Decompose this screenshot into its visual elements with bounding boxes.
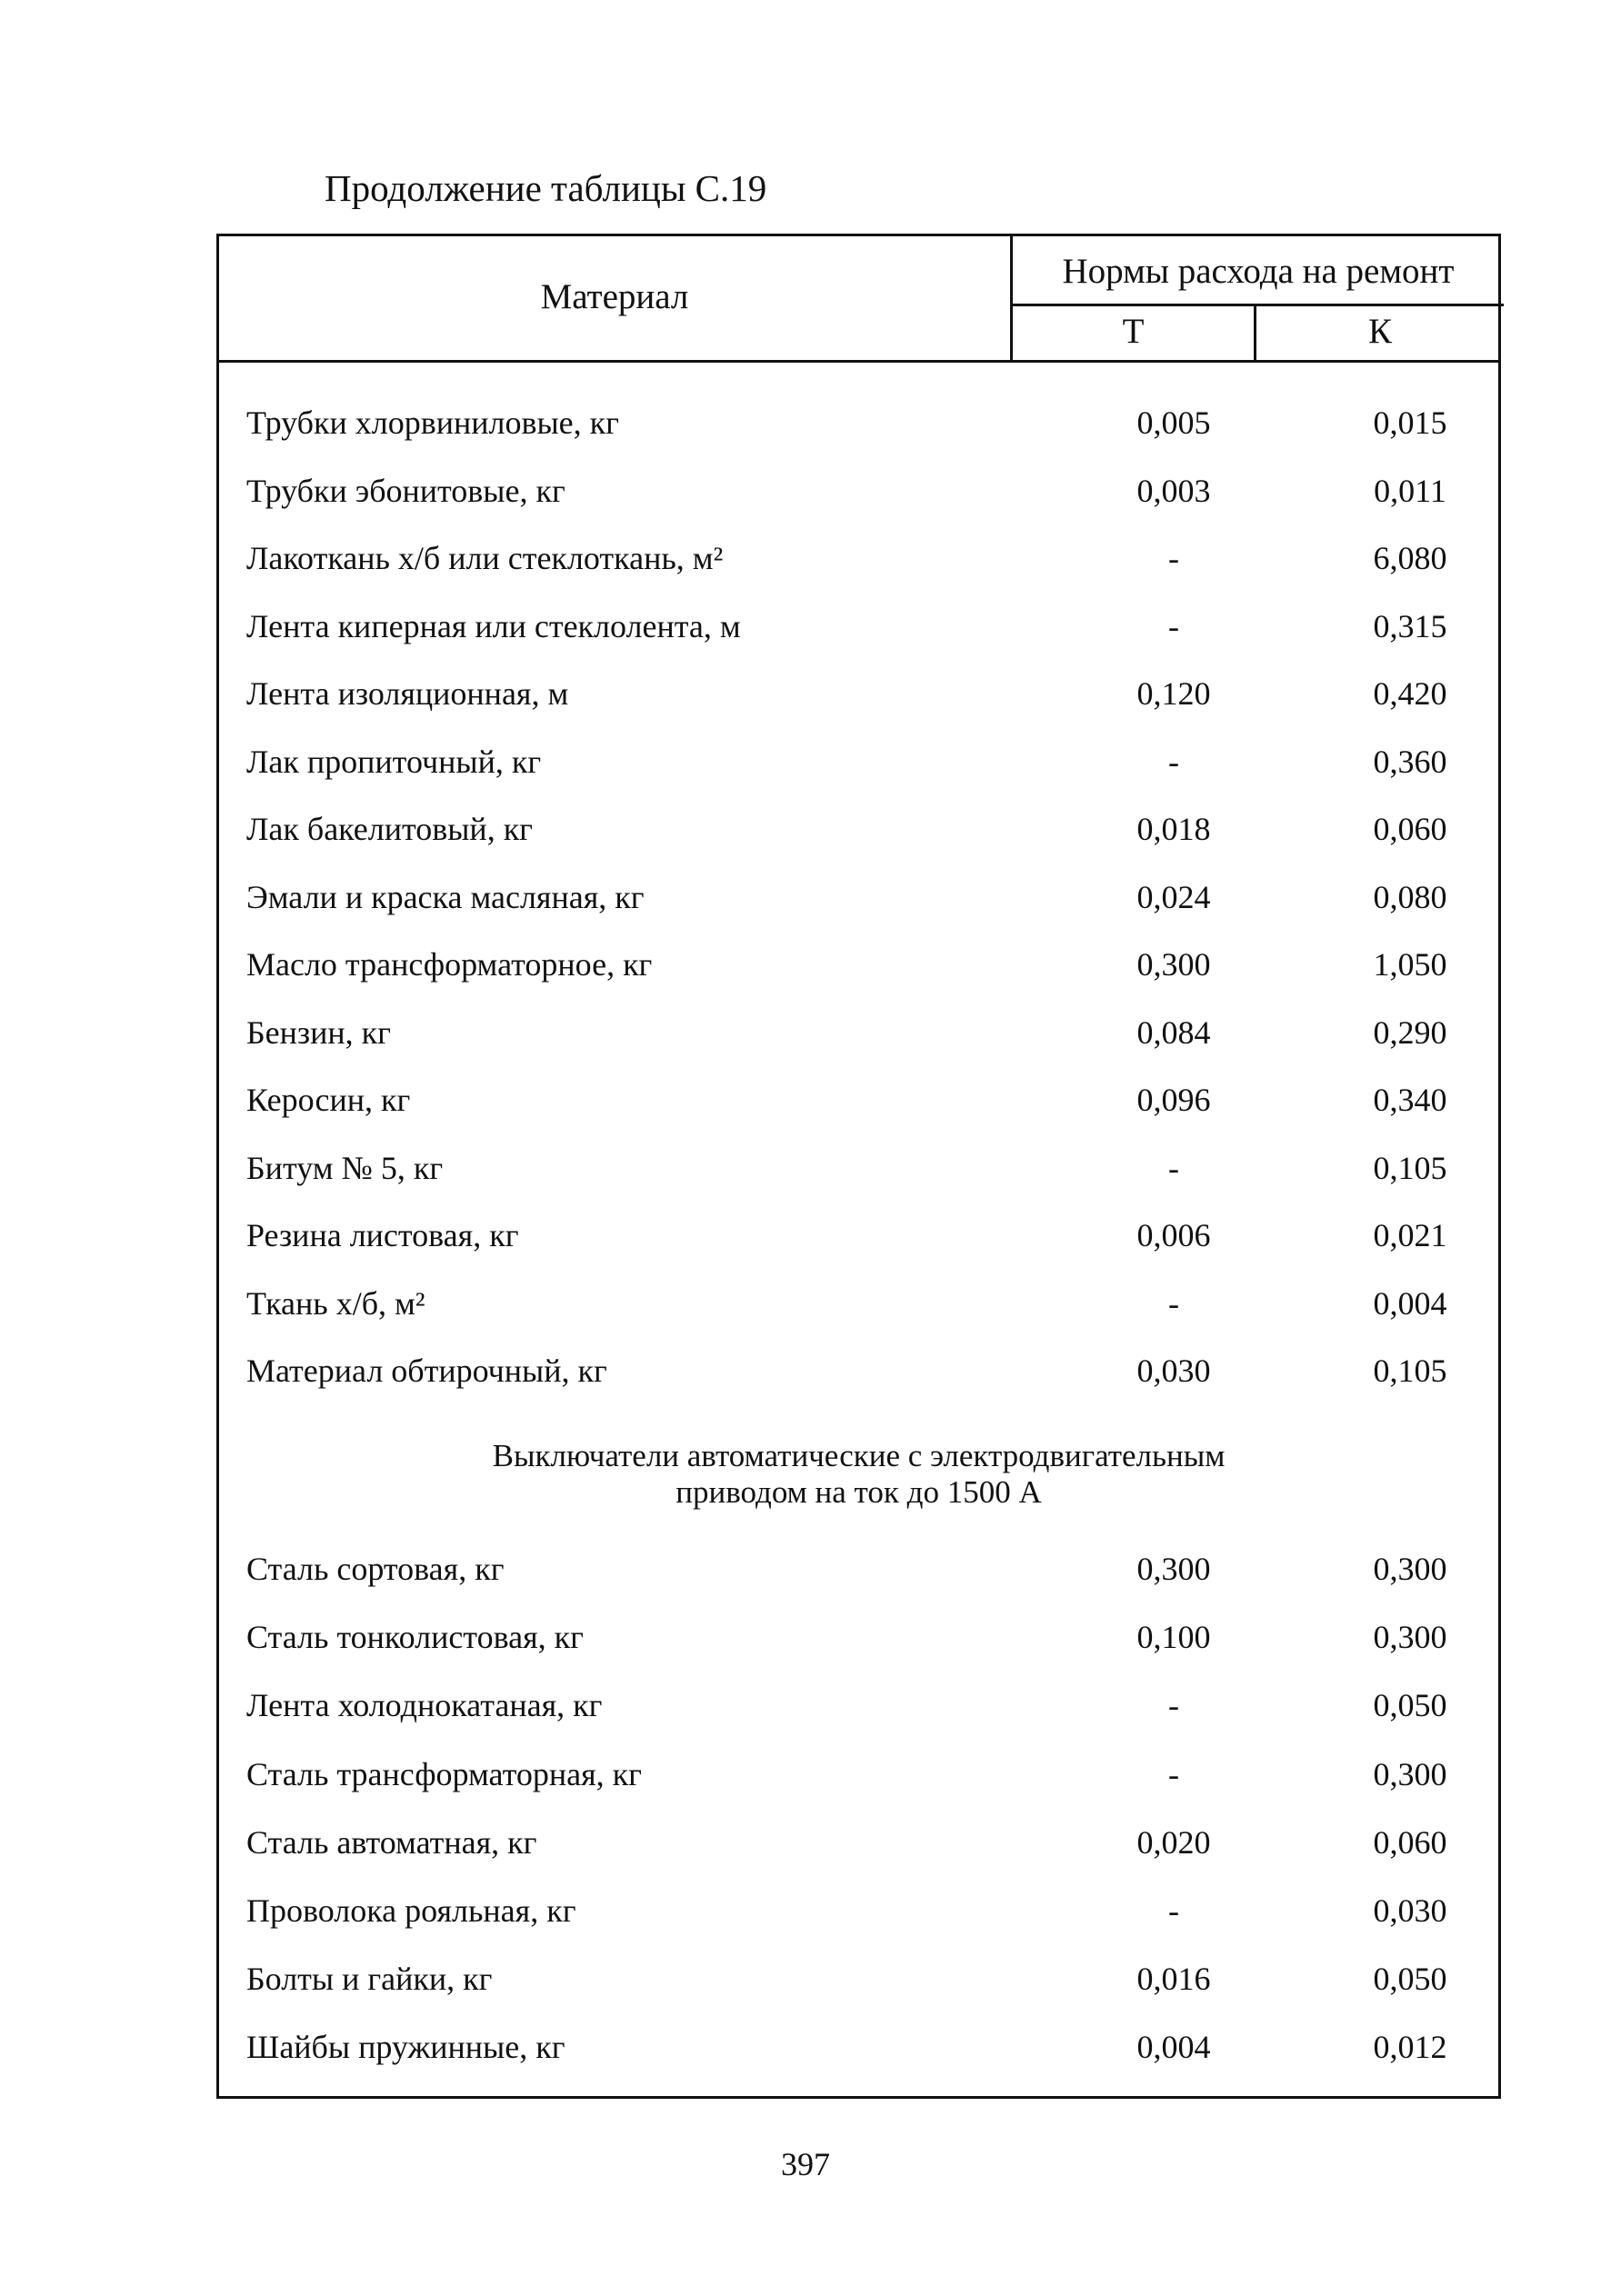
- table-row: [219, 1081, 1498, 1135]
- material-name: Сталь трансформаторная, кг: [246, 1755, 642, 1792]
- table-row: [219, 1618, 1498, 1672]
- table-row: [219, 1960, 1498, 2014]
- t-value: 0,003: [1136, 472, 1211, 509]
- table-row: [219, 539, 1498, 594]
- t-value: -: [1168, 1284, 1179, 1322]
- t-value: 0,120: [1136, 675, 1211, 712]
- table-row: [219, 472, 1498, 526]
- t-value: -: [1168, 607, 1179, 644]
- k-value: 0,060: [1373, 1823, 1447, 1861]
- material-name: Битум № 5, кг: [246, 1149, 444, 1186]
- table-row: [219, 1149, 1498, 1203]
- table-row: [219, 674, 1498, 729]
- material-name: Керосин, кг: [246, 1082, 411, 1118]
- t-value: -: [1168, 540, 1179, 576]
- material-name: Лакоткань х/б или стеклоткань, м²: [246, 540, 724, 576]
- section-title-line1: Выключатели автоматические с электродвигательным: [492, 1438, 1226, 1473]
- k-column-header: К: [1367, 312, 1392, 351]
- t-value: 0,016: [1136, 1961, 1211, 1998]
- table-row: [219, 1892, 1498, 1946]
- material-name: Резина листовая, кг: [246, 1217, 519, 1253]
- t-value: -: [1168, 1687, 1179, 1724]
- table-row: [219, 878, 1498, 933]
- material-name: Трубки эбонитовые, кг: [246, 472, 565, 509]
- t-value: -: [1168, 1755, 1179, 1792]
- material-name: Лак бакелитовый, кг: [246, 811, 533, 847]
- section-title: [219, 1438, 1498, 1511]
- k-value: 0,050: [1373, 1687, 1447, 1724]
- k-value: 0,004: [1373, 1284, 1447, 1322]
- table-caption: Продолжение таблицы С.19: [325, 167, 767, 209]
- material-name: Сталь сортовая, кг: [246, 1551, 505, 1587]
- k-value: 0,300: [1373, 1619, 1447, 1656]
- table-row: [219, 1686, 1498, 1741]
- material-name: Эмали и краска масляная, кг: [246, 878, 645, 915]
- table-row: [219, 1216, 1498, 1271]
- table-row: [219, 1013, 1498, 1068]
- header-bottom-border: [219, 360, 1498, 363]
- t-value: 0,100: [1136, 1619, 1211, 1656]
- material-name: Болты и гайки, кг: [246, 1961, 493, 1998]
- material-name: Лак пропиточный, кг: [246, 743, 542, 780]
- t-value: 0,084: [1136, 1013, 1211, 1051]
- material-name: Лента изоляционная, м: [246, 675, 569, 712]
- k-value: 1,050: [1373, 946, 1447, 983]
- table-row: [219, 1352, 1498, 1406]
- header-sub-divider: [1010, 304, 1504, 306]
- material-name: Ткань х/б, м²: [246, 1284, 425, 1322]
- t-value: 0,024: [1136, 878, 1211, 915]
- table-row: [219, 607, 1498, 662]
- k-value: 0,105: [1373, 1353, 1447, 1389]
- t-value: 0,300: [1136, 1551, 1211, 1587]
- t-value: -: [1168, 1892, 1179, 1929]
- material-name: Сталь тонколистовая, кг: [246, 1619, 584, 1656]
- k-value: 0,105: [1373, 1149, 1447, 1186]
- k-value: 6,080: [1373, 540, 1447, 576]
- t-value: -: [1168, 1149, 1179, 1186]
- t-value: 0,006: [1136, 1217, 1211, 1253]
- table-row: [219, 1550, 1498, 1604]
- norms-table: [216, 234, 1501, 2099]
- k-value: 0,315: [1373, 607, 1447, 644]
- table-row: [219, 810, 1498, 864]
- material-header: Материал: [540, 277, 689, 316]
- k-value: 0,015: [1373, 404, 1447, 441]
- k-value: 0,300: [1373, 1551, 1447, 1587]
- t-value: 0,096: [1136, 1082, 1211, 1118]
- k-value: 0,360: [1373, 743, 1447, 780]
- t-value: 0,300: [1136, 946, 1211, 983]
- table-row: [219, 945, 1498, 1000]
- material-name: Шайбы пружинные, кг: [246, 2029, 565, 2066]
- k-value: 0,080: [1373, 878, 1447, 915]
- section-title-line2: приводом на ток до 1500 А: [675, 1474, 1042, 1510]
- k-value: 0,012: [1373, 2029, 1447, 2066]
- t-value: 0,004: [1136, 2029, 1211, 2066]
- material-name: Бензин, кг: [246, 1013, 391, 1051]
- material-name: Лента киперная или стеклолента, м: [246, 607, 741, 644]
- k-value: 0,340: [1373, 1082, 1447, 1118]
- page-number: 397: [781, 2146, 830, 2182]
- k-value: 0,030: [1373, 1892, 1447, 1929]
- k-value: 0,011: [1374, 472, 1446, 509]
- material-name: Трубки хлорвиниловые, кг: [246, 404, 619, 441]
- t-value: 0,005: [1136, 404, 1211, 441]
- table-row: [219, 1823, 1498, 1878]
- t-value: 0,020: [1136, 1823, 1211, 1861]
- t-value: -: [1168, 743, 1179, 780]
- k-value: 0,060: [1373, 811, 1447, 847]
- material-name: Масло трансформаторное, кг: [246, 946, 653, 983]
- k-value: 0,050: [1373, 1961, 1447, 1998]
- table-row: [219, 404, 1498, 458]
- k-value: 0,290: [1373, 1013, 1447, 1051]
- material-name: Сталь автоматная, кг: [246, 1823, 537, 1861]
- t-value: 0,030: [1136, 1353, 1211, 1389]
- table-row: [219, 743, 1498, 797]
- t-column-header: Т: [1122, 312, 1145, 351]
- material-name: Лента холоднокатаная, кг: [246, 1687, 603, 1724]
- t-value: 0,018: [1136, 811, 1211, 847]
- k-value: 0,420: [1373, 675, 1447, 712]
- table-row: [219, 1755, 1498, 1810]
- norms-header: Нормы расхода на ремонт: [1062, 252, 1455, 291]
- material-name: Проволока рояльная, кг: [246, 1892, 576, 1929]
- k-value: 0,021: [1373, 1217, 1447, 1253]
- k-value: 0,300: [1373, 1755, 1447, 1792]
- material-name: Материал обтирочный, кг: [246, 1353, 607, 1389]
- table-row: [219, 2028, 1498, 2082]
- table-row: [219, 1284, 1498, 1339]
